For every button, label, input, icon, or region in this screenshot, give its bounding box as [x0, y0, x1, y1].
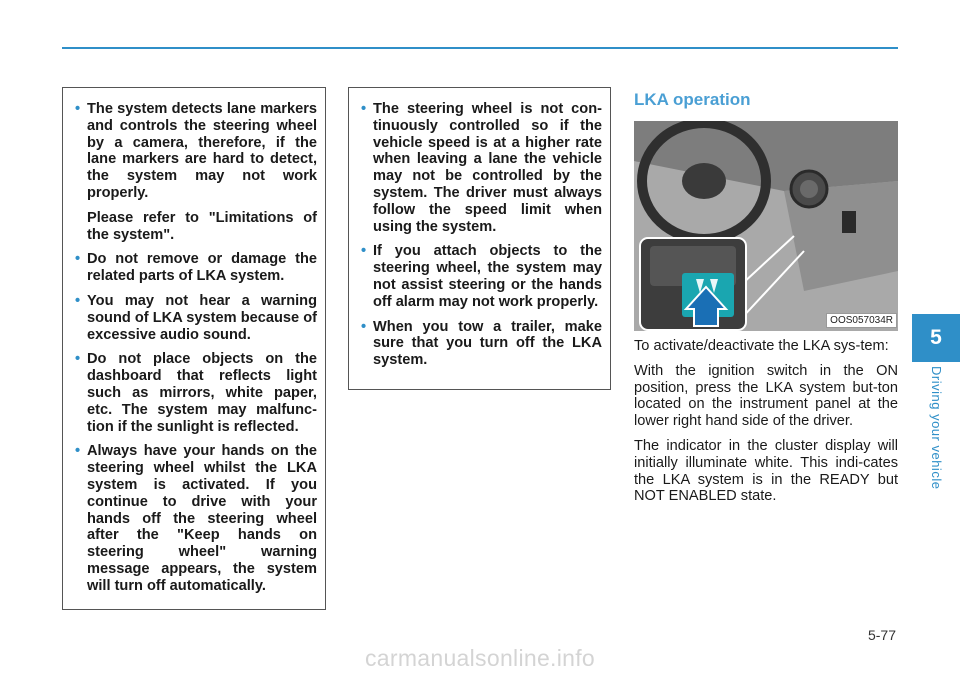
bullet-text: When you tow a trailer, make sure that you turn off the LKA system. [373, 318, 602, 369]
bullet-text: Do not remove or damage the related parts of LKA system. [87, 251, 317, 285]
bullet-item [75, 293, 317, 343]
watermark: carmanualsonline.info [364, 645, 596, 671]
header-rule [62, 47, 898, 49]
body-paragraph: The indicator in the cluster display will initially illuminate white. This indi-cates the LKA system is in the READY but NOT ENABLED state. [634, 437, 898, 505]
bullet-text: You may not hear a warning sound of LKA system because of excessive audio sound. [87, 292, 317, 343]
bullet-text: If you attach objects to the steering wheel, the system may not assist steering or the hands off alarm may not work properly. [373, 243, 602, 310]
bullet-dot-icon: • [361, 101, 367, 117]
page-number: 5-77 [867, 627, 896, 643]
bullet-dot-icon: • [361, 243, 367, 260]
bullet-text: Do not place objects on the dashboard that reflects light such as mirrors, white paper, etc. The system may malfunc-tion if the sunlight is reflected. [87, 351, 317, 435]
bullet-item [361, 243, 602, 310]
bullet-dot-icon: • [75, 292, 81, 309]
lka-button-photo [634, 121, 898, 331]
section-title: LKA operation [634, 90, 751, 109]
section-body [634, 338, 898, 513]
bullet-dot-icon: • [75, 351, 81, 368]
bullet-dot-icon: • [75, 251, 81, 268]
chapter-label: Driving your vehicle [929, 366, 944, 490]
bullet-item [361, 319, 602, 369]
bullet-dot-icon: • [361, 318, 367, 335]
body-paragraph: With the ignition switch in the ON position, press the LKA system but-ton located on the instrument panel at the lower right hand side of the driver. [634, 362, 898, 430]
chapter-tab[interactable]: 5 [912, 314, 960, 362]
bullet-text: The system detects lane markers and controls the steering wheel by a camera, therefore, if the lane markers are hard to detect, the system may not work properly. [87, 101, 317, 201]
bullet-list-middle [361, 101, 602, 369]
dashboard-illustration [634, 121, 898, 331]
bullet-text: Please refer to "Limitations of the system". [87, 209, 317, 243]
body-paragraph: To activate/deactivate the LKA sys-tem: [634, 338, 889, 354]
caution-box-middle [348, 87, 611, 390]
bullet-list-left [75, 101, 317, 595]
caution-box-left [62, 87, 326, 610]
bullet-item [75, 251, 317, 285]
bullet-text: The steering wheel is not con-tinuously controlled so if the vehicle speed is at a higher rate when leaving a lane the vehicle may not be controlled by the system. The driver must always follow the speed limit when using the system. [373, 101, 602, 235]
bullet-item [75, 443, 317, 594]
bullet-item [75, 101, 317, 243]
bullet-item [75, 351, 317, 435]
bullet-text: Always have your hands on the steering wheel whilst the LKA system is activated. If you continue to drive with your hands off the steering wheel after the "Keep hands on steering wheel" warning message appears, the system will turn off automatically. [87, 443, 317, 594]
bullet-item [361, 101, 602, 235]
bullet-dot-icon: • [75, 443, 81, 460]
photo-code: OOS057034R [826, 313, 897, 328]
bullet-dot-icon: • [75, 101, 81, 117]
